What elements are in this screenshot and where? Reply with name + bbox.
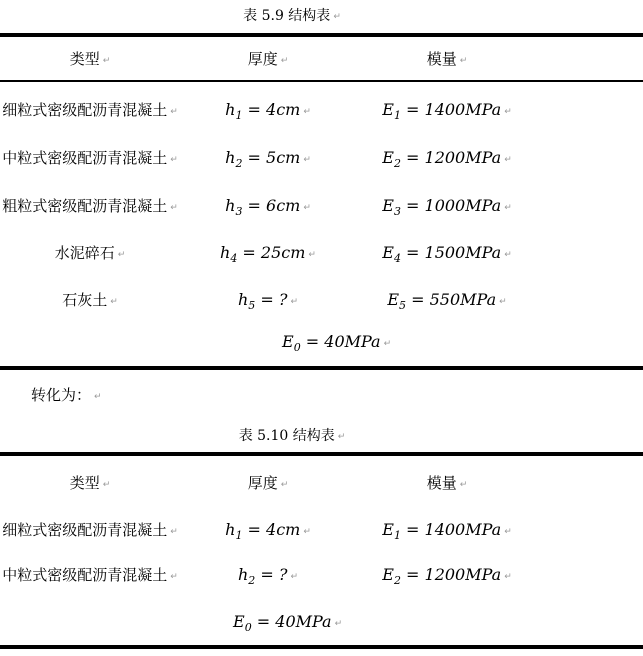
formula-subscript: 5 [248, 298, 256, 312]
paragraph-mark-icon: ↵ [504, 249, 512, 260]
thickness-cell [180, 519, 356, 542]
modulus-cell [356, 195, 538, 218]
formula-subscript: 2 [248, 573, 256, 587]
paragraph-mark-icon: ↵ [334, 619, 343, 629]
subgrade-formula [233, 612, 332, 635]
table-row [0, 146, 643, 168]
formula-variable: E [382, 195, 394, 215]
modulus-formula [382, 242, 502, 265]
formula-variable: h [225, 195, 236, 215]
modulus-cell [356, 99, 538, 122]
formula-value: = 25cm [237, 242, 306, 262]
thickness-cell [180, 242, 356, 265]
formula-variable: h [220, 242, 231, 262]
modulus-formula [382, 519, 502, 542]
paragraph-mark-icon: ↵ [459, 479, 468, 490]
modulus-formula [382, 195, 502, 218]
paragraph-mark-icon: ↵ [504, 154, 512, 165]
paragraph-mark-icon: ↵ [94, 392, 102, 402]
formula-value: = 5cm [242, 147, 301, 167]
formula-value: = 1000MPa [400, 195, 502, 215]
paragraph-mark-icon: ↵ [504, 526, 512, 537]
table1-title [0, 8, 584, 25]
table2-header-row [0, 471, 643, 493]
paragraph-mark-icon: ↵ [308, 249, 316, 260]
formula-subscript: 0 [293, 341, 301, 355]
formula-variable: h [225, 147, 236, 167]
formula-value: = 1500MPa [400, 242, 502, 262]
header-thickness: 厚度 ↵ [247, 473, 289, 492]
paragraph-mark-icon: ↵ [333, 12, 341, 22]
modulus-cell [356, 519, 538, 542]
paragraph-mark-icon: ↵ [290, 571, 298, 582]
formula-value: = 40MPa [300, 332, 381, 351]
formula-variable: h [225, 519, 236, 539]
formula-subscript: 4 [393, 251, 401, 265]
formula-subscript: 3 [235, 204, 243, 218]
paragraph-mark-icon: ↵ [280, 55, 289, 66]
paragraph-mark-icon: ↵ [117, 249, 126, 260]
table-row [0, 98, 643, 120]
paragraph-mark-icon: ↵ [170, 526, 178, 537]
formula-value: = 4cm [242, 519, 301, 539]
modulus-formula [387, 289, 497, 312]
thickness-formula [225, 99, 301, 122]
type-cell: 中粒式密级配沥青混凝土 ↵ [2, 148, 178, 167]
paragraph-mark-icon: ↵ [303, 106, 311, 117]
header-type: 类型 ↵ [69, 49, 111, 68]
header-thickness: 厚度 ↵ [247, 49, 289, 68]
type-cell: 水泥碎石 ↵ [54, 243, 126, 262]
thickness-formula [225, 147, 301, 170]
modulus-formula [382, 99, 502, 122]
header-modulus: 模量 ↵ [426, 473, 468, 492]
formula-value: = 1400MPa [400, 519, 502, 539]
table1-bottom-rule [0, 366, 643, 370]
paragraph-mark-icon: ↵ [170, 106, 178, 117]
formula-value: = 1200MPa [400, 564, 502, 584]
paragraph-mark-icon: ↵ [504, 571, 512, 582]
formula-variable: E [382, 519, 394, 539]
thickness-formula [237, 564, 288, 587]
table1-header-rule [0, 80, 643, 82]
thickness-cell [180, 147, 356, 170]
paragraph-mark-icon: ↵ [303, 526, 311, 537]
type-cell: 细粒式密级配沥青混凝土 ↵ [2, 100, 178, 119]
formula-subscript: 3 [393, 204, 401, 218]
table1-title-text: 表 5.9 结构表 [243, 8, 331, 24]
formula-variable: h [225, 99, 236, 119]
formula-subscript: 1 [393, 108, 401, 122]
paragraph-mark-icon: ↵ [303, 154, 311, 165]
formula-subscript: 1 [393, 528, 401, 542]
formula-value: = 1400MPa [400, 99, 502, 119]
formula-value: = 6cm [242, 195, 301, 215]
type-cell: 石灰土 ↵ [62, 290, 118, 309]
table-row [0, 241, 643, 263]
paragraph-mark-icon: ↵ [102, 479, 111, 490]
table2-bottom-rule [0, 645, 643, 649]
formula-variable: E [382, 564, 394, 584]
modulus-cell [356, 564, 538, 587]
paragraph-mark-icon: ↵ [110, 296, 118, 307]
table2-top-rule [0, 452, 643, 456]
table-row [0, 563, 643, 585]
thickness-formula [225, 519, 301, 542]
conversion-label: 转化为： ↵ [31, 386, 102, 404]
paragraph-mark-icon: ↵ [499, 296, 507, 307]
table2-title-text: 表 5.10 结构表 [238, 428, 335, 444]
paragraph-mark-icon: ↵ [303, 202, 311, 213]
paragraph-mark-icon: ↵ [383, 339, 392, 349]
paragraph-mark-icon: ↵ [102, 55, 111, 66]
paragraph-mark-icon: ↵ [337, 432, 346, 442]
formula-subscript: 2 [393, 573, 401, 587]
thickness-formula [225, 195, 301, 218]
paragraph-mark-icon: ↵ [504, 106, 512, 117]
type-cell: 细粒式密级配沥青混凝土 ↵ [2, 520, 178, 539]
formula-variable: h [237, 289, 249, 309]
formula-subscript: 1 [235, 528, 243, 542]
thickness-cell [180, 564, 356, 587]
formula-subscript: 4 [230, 251, 238, 265]
formula-subscript: 2 [235, 156, 243, 170]
thickness-cell [180, 289, 356, 312]
formula-value: = 4cm [242, 99, 301, 119]
modulus-cell [356, 242, 538, 265]
header-modulus: 模量 ↵ [426, 49, 468, 68]
thickness-cell [180, 99, 356, 122]
paragraph-mark-icon: ↵ [504, 202, 512, 213]
table-row [0, 288, 643, 310]
modulus-cell [356, 289, 538, 312]
type-cell: 粗粒式密级配沥青混凝土 ↵ [2, 196, 178, 215]
table-row [0, 518, 643, 540]
paragraph-mark-icon: ↵ [290, 296, 298, 307]
table2-title [0, 428, 584, 445]
formula-variable: E [233, 612, 245, 631]
header-type: 类型 ↵ [69, 473, 111, 492]
paragraph-mark-icon: ↵ [170, 571, 178, 582]
formula-variable: E [382, 242, 394, 262]
modulus-formula [382, 564, 502, 587]
modulus-formula [382, 147, 502, 170]
table1-header-row [0, 47, 643, 69]
formula-variable: E [382, 147, 394, 167]
table2-subgrade-modulus [233, 612, 343, 635]
formula-subscript: 1 [235, 108, 243, 122]
paragraph-mark-icon: ↵ [170, 154, 178, 165]
formula-value: = ? [255, 289, 288, 309]
table1-subgrade-modulus [282, 332, 392, 355]
formula-variable: E [282, 332, 294, 351]
paragraph-mark-icon: ↵ [280, 479, 289, 490]
table1-top-rule [0, 33, 643, 37]
type-cell: 中粒式密级配沥青混凝土 ↵ [2, 565, 178, 584]
formula-value: = 40MPa [251, 612, 332, 631]
formula-variable: h [237, 564, 249, 584]
subgrade-formula [282, 332, 381, 355]
formula-value: = 550MPa [406, 289, 497, 309]
formula-subscript: 5 [399, 298, 407, 312]
table-row [0, 194, 643, 216]
thickness-formula [220, 242, 306, 265]
paragraph-mark-icon: ↵ [459, 55, 468, 66]
formula-value: = 1200MPa [400, 147, 502, 167]
formula-variable: E [382, 99, 394, 119]
modulus-cell [356, 147, 538, 170]
formula-subscript: 2 [393, 156, 401, 170]
thickness-formula [237, 289, 288, 312]
thickness-cell [180, 195, 356, 218]
formula-value: = ? [255, 564, 288, 584]
paragraph-mark-icon: ↵ [170, 202, 178, 213]
formula-variable: E [387, 289, 400, 309]
formula-subscript: 0 [244, 621, 252, 635]
